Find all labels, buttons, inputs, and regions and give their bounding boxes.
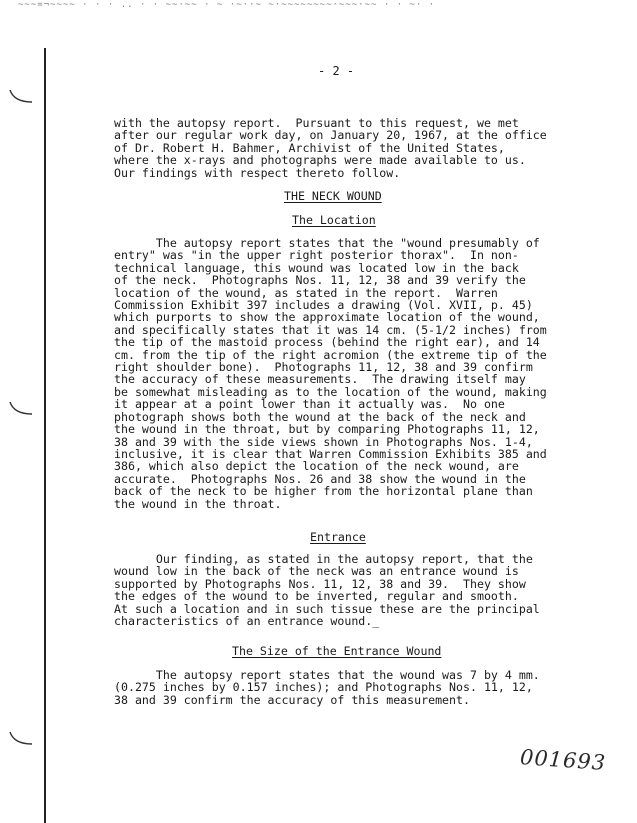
left-margin-rule (44, 48, 46, 823)
text-line: The autopsy report states that the "wound presumably of (114, 236, 540, 250)
text-line: The autopsy report states that the wound was 7 by 4 mm. (114, 668, 540, 682)
text-line: entry" was "in the upper right posterior thorax". In non- (114, 248, 519, 263)
text-line: the wound in the throat, but by comparing Photographs 11, 12, (114, 422, 540, 437)
text-line: where the x-rays and photographs were made available to us. (114, 153, 526, 168)
text-line: characteristics of an entrance wound._ (114, 614, 380, 629)
text-line: 38 and 39 confirm the accuracy of this measurement. (114, 692, 470, 707)
text-line: the wound in the throat. (114, 496, 282, 511)
text-line: accurate. Photographs Nos. 26 and 38 show the wound in the (114, 471, 526, 486)
text-line: technical language, this wound was located low in the back (114, 260, 519, 275)
text-line: the edges of the wound to be inverted, regular and smooth. (114, 589, 519, 604)
text-line: with the autopsy report. Pursuant to this request, we met (114, 116, 519, 130)
text-line: location of the wound, as stated in the report. Warren (114, 285, 498, 300)
subheading-location: The Location (292, 213, 376, 227)
punch-hole-mark (6, 400, 36, 418)
text-line: 38 and 39 with the side views shown in Photographs Nos. 1-4, (114, 434, 533, 449)
text-line: and specifically states that it was 14 cm. (5-1/2 inches) from (114, 322, 547, 337)
text-line: supported by Photographs Nos. 11, 12, 38 and 39. They show (114, 576, 526, 591)
subheading-entrance: Entrance (310, 530, 366, 544)
text-line: At such a location and in such tissue these are the principal (114, 601, 540, 616)
text-line: it appear at a point lower than it actually was. No one (114, 397, 505, 412)
section-heading: THE NECK WOUND (284, 189, 382, 203)
scan-artifact-strip: ~~~=¬~~~~ · · · .. · · ~~·~~ · ~ ·~··~ ~·~~~~~~~~·~~~·~~ · · ~· · (18, 0, 436, 10)
location-paragraph (114, 237, 579, 510)
text-line: of Dr. Robert H. Bahmer, Archivist of the United States, (114, 140, 505, 155)
text-line: Commission Exhibit 397 includes a drawing (Vol. XVII, p. 45) (114, 298, 533, 313)
text-line: (0.275 inches by 0.157 inches); and Photographs Nos. 11, 12, (114, 680, 533, 695)
text-line: the accuracy of these measurements. The drawing itself may (114, 372, 526, 387)
text-line: photograph shows both the wound at the back of the neck and (114, 409, 526, 424)
document-number-stamp: 001693 (519, 745, 607, 775)
text-line: which purports to show the approximate location of the wound, (114, 310, 540, 325)
entrance-paragraph (114, 553, 579, 627)
punch-hole-mark (6, 730, 36, 748)
subheading-size: The Size of the Entrance Wound (232, 644, 442, 658)
text-line: inclusive, it is clear that Warren Commission Exhibits 385 and (114, 446, 547, 461)
text-line: after our regular work day, on January 20, 1967, at the office (114, 128, 547, 143)
page-number: - 2 - (318, 64, 355, 78)
size-paragraph (114, 669, 579, 706)
text-line: wound low in the back of the neck was an entrance wound is (114, 564, 519, 579)
text-line: back of the neck to be higher from the horizontal plane than (114, 484, 533, 499)
text-line: of the neck. Photographs Nos. 11, 12, 38 and 39 verify the (114, 273, 526, 288)
intro-paragraph (114, 117, 579, 179)
text-line: Our findings with respect thereto follow. (114, 165, 401, 180)
text-line: right shoulder bone). Photographs 11, 12, 38 and 39 confirm (114, 360, 533, 375)
text-line: 386, which also depict the location of the neck wound, are (114, 459, 519, 474)
text-line: the tip of the mastoid process (behind the right ear), and 14 (114, 335, 540, 350)
text-line: Our finding, as stated in the autopsy report, that the (114, 552, 533, 566)
punch-hole-mark (6, 88, 36, 106)
text-line: cm. from the tip of the right acromion (the extreme tip of the (114, 347, 547, 362)
text-line: be somewhat misleading as to the location of the wound, making (114, 384, 547, 399)
